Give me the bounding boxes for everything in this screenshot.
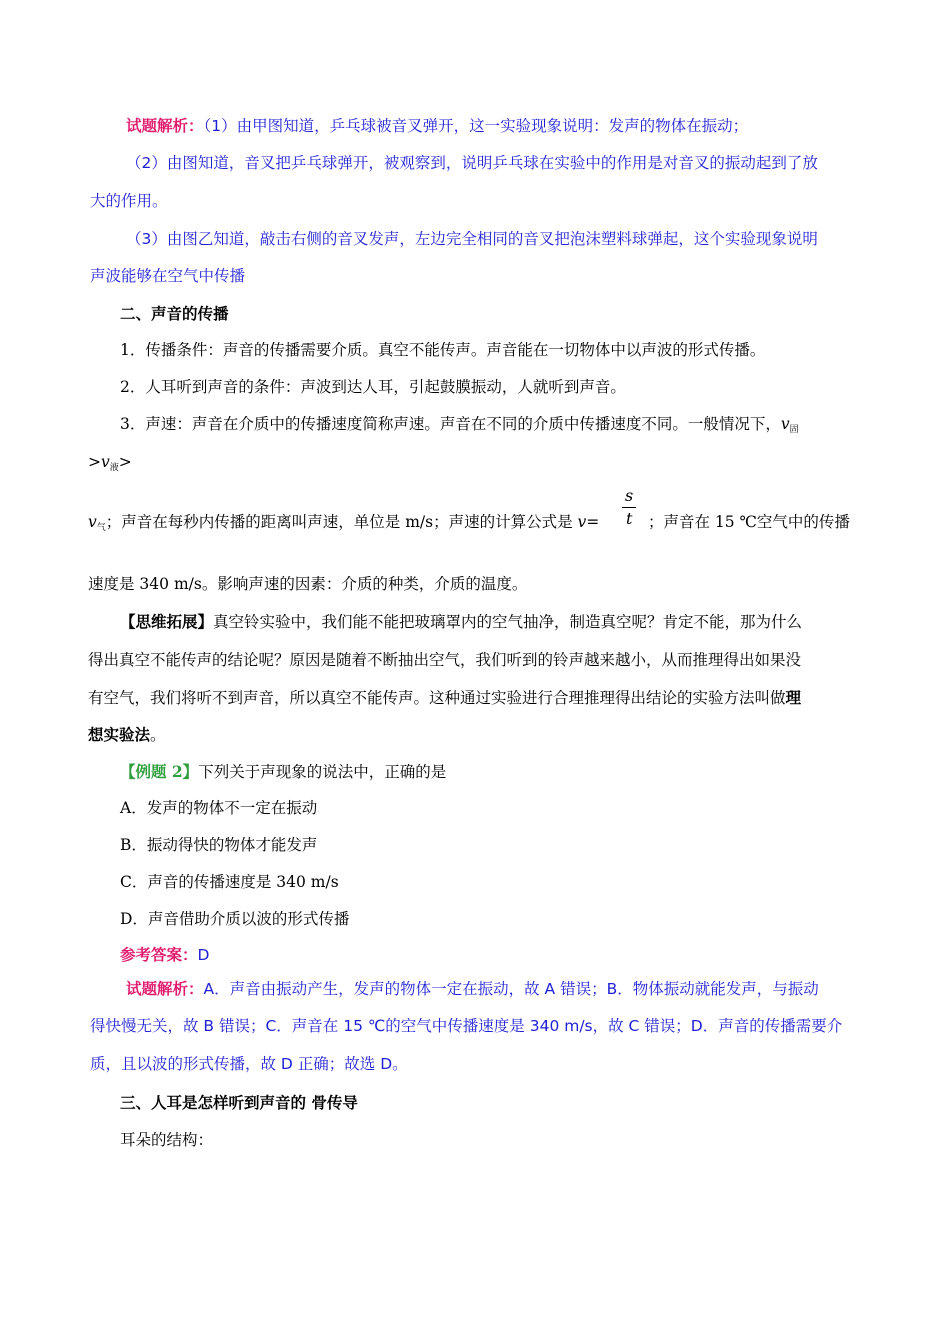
example-label: 【例题 2】 (120, 762, 199, 781)
analysis-1-line-1: 试题解析：（1）由甲图知道，乒乓球被音叉弹开，这一实验现象说明：发声的物体在振动； (126, 117, 749, 135)
section-2-paragraph-1: 1．传播条件：声音的传播需要介质。真空不能传声。声音能在一切物体中以声波的形式传播。 (120, 341, 766, 359)
option-c: C．声音的传播速度是 340 m/s (120, 873, 339, 891)
option-a: A．发声的物体不一定在振动 (120, 799, 318, 817)
analysis-1-line-4: （3）由图乙知道，敲击右侧的音叉发声，左边完全相同的音叉把泡沫塑料球弹起，这个实验现象说明 (126, 230, 818, 248)
section-2-paragraph-3a: 3．声速：声音在介质中的传播速度简称声速。声音在不同的介质中传播速度不同。一般情况下，$v_固$ (120, 415, 799, 435)
section-2-heading: 二、声音的传播 (120, 304, 229, 323)
analysis-2-line-2: 得快慢无关，故 B 错误；C．声音在 15 ℃的空气中传播速度是 340 m/s，故 C 错误；D．声音的传播需要介 (90, 1017, 843, 1035)
analysis-1-line-5: 声波能够在空气中传播 (90, 267, 246, 285)
extension-line-1: 【思维拓展】真空铃实验中，我们能不能把玻璃罩内的空气抽净，制造真空呢？肯定不能，那为什么 (120, 612, 803, 631)
formula-denominator: t (626, 509, 633, 528)
option-d: D．声音借助介质以波的形式传播 (120, 910, 350, 928)
section-2-paragraph-3d: 速度是 340 m/s。影响声速的因素：介质的种类，介质的温度。 (88, 575, 528, 593)
extension-line-3: 有空气，我们将听不到声音，所以真空不能传声。这种通过实验进行合理推理得出结论的实验方法叫做理 (88, 688, 802, 707)
extension-line-4: 想实验法。 (88, 725, 166, 744)
analysis-1-line-3: 大的作用。 (90, 192, 168, 210)
section-2-paragraph-2: 2．人耳听到声音的条件：声波到达人耳，引起鼓膜振动，人就听到声音。 (120, 378, 626, 396)
answer-value: D (197, 946, 210, 964)
section-3-heading: 三、人耳是怎样听到声音的 骨传导 (120, 1093, 358, 1112)
analysis-label: 试题解析： (126, 117, 204, 135)
analysis-2-line-3: 质，且以波的形式传播，故 D 正确；故选 D。 (90, 1055, 408, 1073)
reference-answer (120, 945, 209, 965)
section-2-paragraph-3b: $v_气$；声音在每秒内传播的距离叫声速，单位是 m/s；声速的计算公式是 v= (88, 513, 600, 533)
analysis-2-line-1: 试题解析：A．声音由振动产生，发声的物体一定在振动，故 A 错误；B．物体振动就能发声，与振动 (126, 980, 819, 998)
section-3-paragraph-1: 耳朵的结构： (120, 1131, 214, 1149)
example-2-question: 【例题 2】下列关于声现象的说法中，正确的是 (120, 762, 447, 781)
analysis-1-line-2: （2）由图知道，音叉把乒乓球弹开，被观察到，说明乒乓球在实验中的作用是对音叉的振动起到了放 (126, 154, 818, 172)
option-b: B．振动得快的物体才能发声 (120, 836, 318, 854)
formula-fraction-bar (622, 507, 636, 508)
extension-line-2: 得出真空不能传声的结论呢？原因是随着不断抽出空气，我们听到的铃声越来越小，从而推理得出如果没 (88, 651, 802, 669)
extension-label: 【思维拓展】 (120, 612, 214, 631)
section-2-speed-compare: $>v_液>$ (88, 453, 132, 473)
formula-numerator: s (625, 486, 634, 505)
analysis-label-2: 试题解析： (126, 980, 204, 998)
answer-label: 参考答案： (120, 946, 198, 964)
section-2-paragraph-3c: ；声音在 15 ℃空气中的传播 (648, 513, 850, 531)
